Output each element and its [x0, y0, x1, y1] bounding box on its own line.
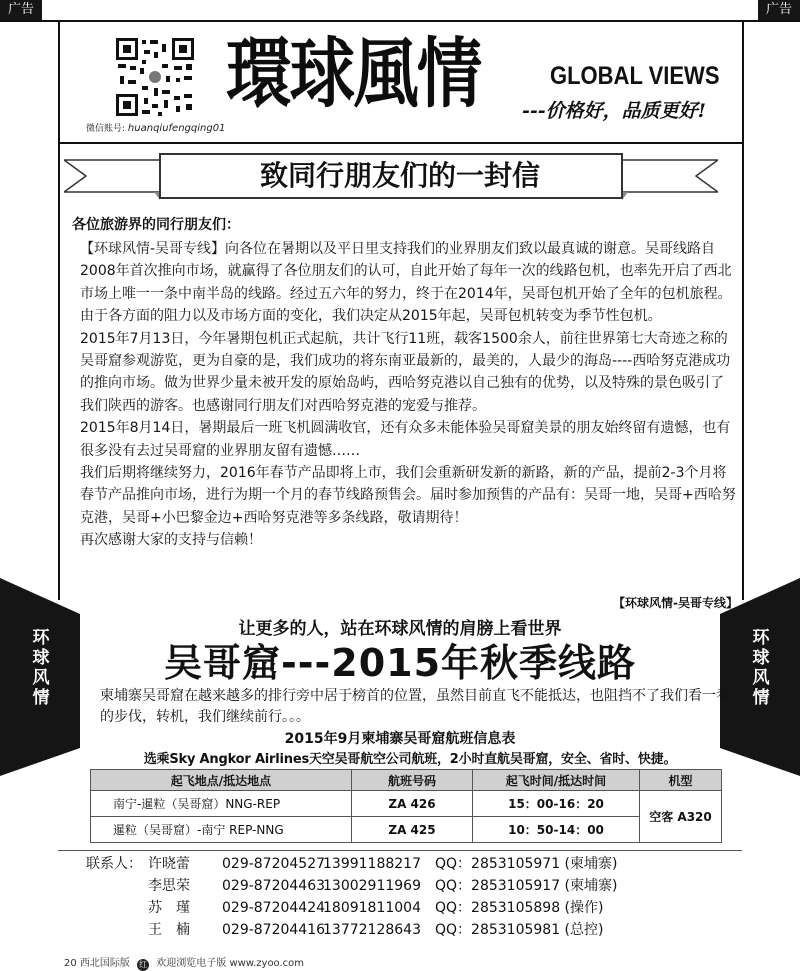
- tagline: 让更多的人，站在环球风情的肩膀上看世界: [238, 619, 562, 639]
- route-cell: 南宁-暹粒（吴哥窟）NNG-REP: [91, 791, 352, 817]
- salutation: 各位旅游界的同行朋友们：: [72, 217, 240, 233]
- slogan: ---价格好，品质更好!: [522, 100, 706, 122]
- edition-name: 西北国际版: [79, 958, 130, 969]
- letter-body: [80, 238, 736, 552]
- contact-qq: QQ：2853105981 (总控): [435, 922, 604, 938]
- contact-label: 联系人：: [86, 856, 142, 872]
- publisher-badge-icon: 红: [139, 960, 148, 969]
- wechat-id: [86, 121, 225, 134]
- column-header: 起飞地点/抵达地点: [91, 770, 352, 791]
- page-footer: [64, 954, 304, 971]
- column-header: 航班号码: [352, 770, 473, 791]
- contact-tel: 029-87204416: [222, 922, 326, 938]
- column-header: 起飞时间/抵达时间: [473, 770, 640, 791]
- contact-tel: 029-87204527: [222, 856, 326, 872]
- letter-paragraph: 我们后期将继续努力，2016年春节产品即将上市，我们会重新研发新的新路，新的产品，提前2-3个月将春节产品推向市场，进行为期一个月的春节线路预售会。届时参加预售的产品有：吴哥一地，吴哥+西哈努克港，吴哥+小巴黎金边+西哈努克港等多条线路，敬请期待！: [80, 465, 736, 526]
- contact-row: [86, 853, 618, 875]
- ad-tag-right: 广告: [758, 0, 800, 20]
- contact-mobile: 18091811004: [323, 900, 421, 916]
- contact-name: 苏 瑾: [148, 900, 190, 916]
- contact-qq: QQ：2853105917 (柬埔寨): [435, 878, 618, 894]
- brand-title: 環球風情: [226, 29, 481, 118]
- letter-signature: 【环球风情-吴哥专线】: [613, 596, 738, 610]
- ad-tag-left: 广告: [0, 0, 42, 20]
- qr-code: [114, 36, 196, 118]
- table-row: [91, 817, 722, 843]
- header-rule: [58, 142, 742, 144]
- contact-mobile: 13002911969: [323, 878, 421, 894]
- letter-paragraph: 【环球风情-吴哥专线】向各位在暑期以及平日里支持我们的业界朋友们致以最真诚的谢意。吴哥线路自2008年首次推向市场，就赢得了各位朋友们的认可，自此开始了每年一次的线路包机，也率先开启了西北市场上唯一一条中南半岛的线路。经过五六年的努力，终于在2014年，吴哥包机开始了全年的包机旅程。由于各方面的阻力以及市场方面的变化，我们决定从2015年起，吴哥包机转变为季节性包机。: [80, 241, 732, 325]
- contact-mobile: 13991188217: [323, 856, 421, 872]
- flight-table: [90, 769, 722, 843]
- side-label-left: 环球风情: [32, 628, 50, 708]
- footer-website[interactable]: 欢迎浏览电子版 www.zyoo.com: [156, 958, 305, 969]
- contact-row: [86, 919, 618, 941]
- route-title: 吴哥窟---2015年秋季线路: [163, 641, 637, 685]
- aircraft-cell: 空客 A320: [640, 791, 722, 843]
- table-row: [91, 791, 722, 817]
- contact-tel: 029-87204424: [222, 900, 326, 916]
- brand-english: GLOBAL VIEWS: [550, 62, 720, 90]
- flight-number-cell: ZA 425: [352, 817, 473, 843]
- letter-title: 致同行朋友们的一封信: [259, 159, 540, 192]
- contact-qq: QQ：2853105898 (操作): [435, 900, 604, 916]
- contact-row: [86, 897, 618, 919]
- contact-row: [86, 875, 618, 897]
- time-cell: 10：50-14：00: [473, 817, 640, 843]
- contact-name: 李思荣: [148, 878, 190, 894]
- contact-name: 许晓蕾: [148, 856, 190, 872]
- contact-tel: 029-87204463: [222, 878, 326, 894]
- flight-table-subtitle: 选乘Sky Angkor Airlines天空吴哥航空公司航班，2小时直航吴哥窟，安全、省时、快捷。: [143, 752, 677, 767]
- time-cell: 15：00-16：20: [473, 791, 640, 817]
- column-header: 机型: [640, 770, 722, 791]
- letter-paragraph: 2015年8月14日，暑期最后一班飞机圆满收官，还有众多未能体验吴哥窟美景的朋友始终留有遗憾，也有很多没有去过吴哥窟的业界朋友留有遗憾……: [80, 420, 731, 459]
- wechat-label: 微信账号:: [86, 124, 126, 134]
- contact-qq: QQ：2853105971 (柬埔寨): [435, 856, 618, 872]
- contact-list: [86, 853, 618, 941]
- letter-paragraph: 2015年7月13日，今年暑期包机正式起航，共计飞行11班，载客1500余人，前往世界第七大奇迹之称的吴哥窟参观游览，更为自豪的是，我们成功的将东南亚最新的，最美的，人最少的海岛----西哈努克港成功的推向市场。做为世界少量未被开发的原始岛屿，西哈努克港以自己独有的优势，以及特殊的景色吸引了我们陕西的游客。也感谢同行朋友们对西哈努克港的宠爱与推荐。: [80, 330, 731, 414]
- contacts-rule: [58, 850, 742, 851]
- flight-number-cell: ZA 426: [352, 791, 473, 817]
- side-label-right: 环球风情: [752, 628, 770, 708]
- flight-table-title: 2015年9月柬埔寨吴哥窟航班信息表: [284, 731, 516, 747]
- letter-paragraph: 再次感谢大家的支持与信赖！: [80, 532, 262, 549]
- contact-mobile: 13772128643: [323, 922, 421, 938]
- wechat-id-value: huanqiufengqing01: [127, 123, 226, 134]
- route-cell: 暹粒（吴哥窟）-南宁 REP-NNG: [91, 817, 352, 843]
- page-number: 20: [64, 958, 77, 969]
- contact-name: 王 楠: [148, 922, 190, 938]
- route-intro: 柬埔寨吴哥窟在越来越多的排行旁中居于榜首的位置，虽然目前直飞不能抵达，也阻挡不了我们看一看的步伐，转机，我们继续前行。。。: [100, 688, 730, 725]
- table-header-row: [91, 770, 722, 791]
